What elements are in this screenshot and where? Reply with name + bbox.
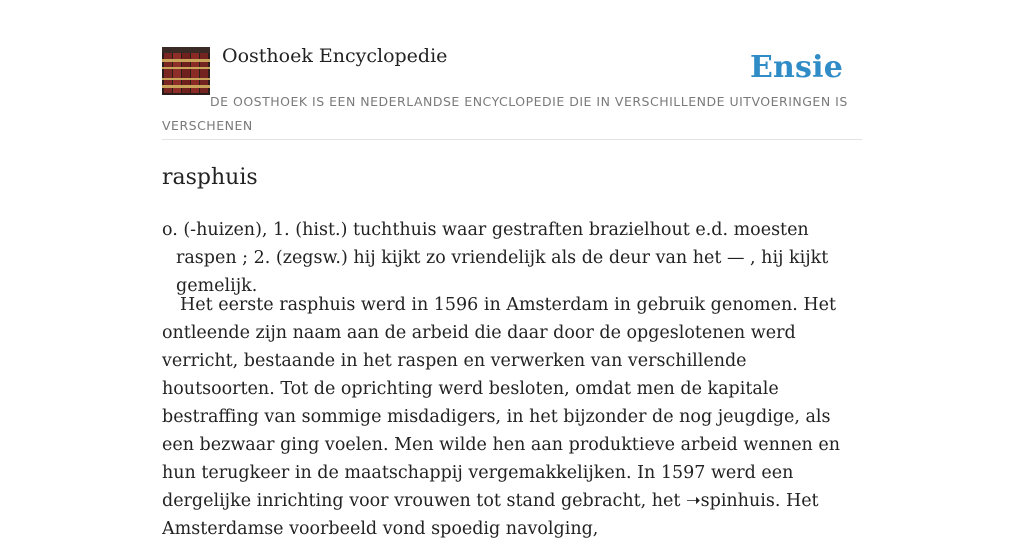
- body-text-part: Het eerste rasphuis werd in 1596 in Amsterdam in gebruik genomen. Het ontleende zijn naam aan de arbeid die daar door de opgeslotenen werd verricht, bestaande in het raspen en verwerken van verschillende houtsoorten. Tot de oprichting werd besloten, omdat men de kapitale bestraffing van sommige misdadigers, in het bijzonder de nog jeugdige, als een bezwaar ging voelen. Men wilde hen aan produktieve arbeid wennen en hun terugkeer in de maatschappij vergemakkelijken. In 1597 werd een dergelijke inrichting voor vrouwen tot stand gebracht, het: [162, 295, 841, 511]
- header-divider: [162, 139, 862, 140]
- book-spines-icon: [162, 47, 210, 95]
- body-text-part: . Het Amsterdamse voorbeeld vond spoedig navolging,: [162, 491, 819, 539]
- site-title-link[interactable]: Oosthoek Encyclopedie: [222, 45, 448, 67]
- entry-definition: o. (-huizen), 1. (hist.) tuchthuis waar gestraften brazielhout e.d. moesten raspen ; 2. (zegsw.) hij kijkt zo vriendelijk als de deur van het — , hij kijkt gemelijk.: [162, 220, 829, 296]
- page: [162, 0, 862, 539]
- spinhuis-link[interactable]: ➝spinhuis: [685, 491, 775, 511]
- brand-logo-link[interactable]: Ensie: [749, 50, 843, 85]
- page-title: rasphuis: [162, 165, 258, 190]
- entry-body: [162, 291, 862, 543]
- avatar[interactable]: [162, 47, 210, 95]
- site-tagline: DE OOSTHOEK IS EEN NEDERLANDSE ENCYCLOPEDIE DIE IN VERSCHILLENDE UITVOERINGEN IS VERSCHENEN: [162, 94, 848, 133]
